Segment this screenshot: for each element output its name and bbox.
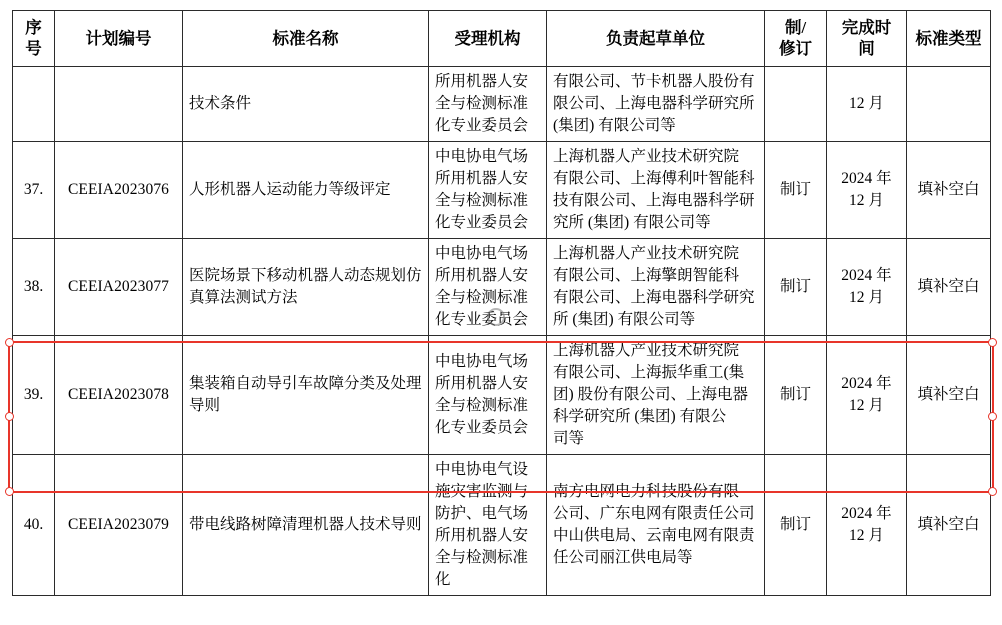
cell-line: 中电协电气设	[435, 460, 529, 478]
cell-completion-date	[827, 141, 907, 238]
cell-accepting-org	[429, 141, 547, 238]
column-header-revision-type-line-1: 制/	[784, 18, 807, 37]
column-header-drafting-unit-label: 负责起草单位	[606, 28, 705, 48]
cell-line: 限公司、上海电器科学研究所	[553, 94, 755, 112]
cell-line: 所用机器人安	[435, 526, 529, 544]
column-header-seq-line-1: 序	[25, 18, 42, 37]
cell-standard-category: 填补空白	[907, 454, 991, 595]
cell-line: 所用机器人安	[435, 374, 529, 392]
cell-line: 2024 年	[841, 169, 892, 187]
column-header-completion-date-line-2: 间	[858, 39, 875, 59]
cell-seq: 38.	[13, 238, 55, 335]
column-header-drafting-unit	[547, 11, 765, 67]
cell-line: 防护、电气场	[435, 504, 529, 522]
cell-standard-name	[183, 335, 429, 454]
cell-plan-number: CEEIA2023078	[55, 335, 183, 454]
cell-line: 团) 股份有限公司、上海电器	[553, 385, 749, 403]
cell-line: 2024 年	[841, 504, 892, 522]
cell-line: 化专业委员会	[435, 116, 529, 134]
cell-line: 2024 年	[841, 374, 892, 392]
table-header-row	[13, 11, 991, 67]
cell-revision-type: 制订	[765, 454, 827, 595]
cell-standard-name	[183, 238, 429, 335]
table-row[interactable]	[13, 141, 991, 238]
cell-line: (集团) 有限公司等	[553, 116, 676, 134]
cell-line: 医院场景下移动机器人动态规划仿	[189, 266, 422, 284]
cell-standard-category: 填补空白	[907, 141, 991, 238]
cell-line: 有限公司、节卡机器人股份有	[553, 72, 755, 90]
cell-line: 公司、广东电网有限责任公司	[553, 504, 755, 522]
cell-line: 带电线路树障清理机器人技术导则	[189, 515, 422, 533]
cell-drafting-unit	[547, 141, 765, 238]
cell-plan-number: CEEIA2023076	[55, 141, 183, 238]
cell-line: 上海机器人产业技术研究院	[553, 244, 740, 262]
cell-line: 有限公司、上海擎朗智能科	[553, 266, 740, 284]
cell-line: 2024 年	[841, 266, 892, 284]
cell-line: 12 月	[849, 288, 884, 306]
cell-line: 中电协电气场	[435, 147, 529, 165]
cell-line: 全与检测标准	[435, 191, 529, 209]
cell-line: 导则	[189, 396, 221, 414]
cell-drafting-unit	[547, 454, 765, 595]
table-body	[13, 66, 991, 595]
table-row[interactable]	[13, 66, 991, 141]
cell-standard-category	[907, 66, 991, 141]
cell-line: 中山供电局、云南电网有限责	[553, 526, 755, 544]
cell-standard-category: 填补空白	[907, 335, 991, 454]
cell-completion-date	[827, 238, 907, 335]
cell-revision-type	[765, 66, 827, 141]
cell-line: 中电协电气场	[435, 352, 529, 370]
cell-line: 全与检测标准化	[435, 548, 529, 588]
cell-line: 所用机器人安	[435, 266, 529, 284]
column-header-seq-line-2: 号	[25, 39, 42, 59]
cell-plan-number	[55, 66, 183, 141]
table-row[interactable]	[13, 238, 991, 335]
cell-seq: 39.	[13, 335, 55, 454]
cell-line: 全与检测标准	[435, 94, 529, 112]
cell-drafting-unit	[547, 335, 765, 454]
cell-line: 化专业委员会	[435, 310, 529, 328]
cell-line: 人形机器人运动能力等级评定	[189, 180, 391, 198]
cell-line: 上海机器人产业技术研究院	[553, 147, 740, 165]
cell-drafting-unit	[547, 238, 765, 335]
standards-plan-table	[12, 10, 991, 596]
column-header-accepting-org-label: 受理机构	[454, 28, 521, 48]
cell-completion-date	[827, 454, 907, 595]
cell-standard-name	[183, 141, 429, 238]
cell-revision-type: 制订	[765, 141, 827, 238]
cell-line: 任公司丽江供电局等	[553, 548, 693, 566]
cell-plan-number: CEEIA2023077	[55, 238, 183, 335]
table-row[interactable]	[13, 454, 991, 595]
cell-line: 所用机器人安	[435, 72, 529, 90]
column-header-completion-date-line-1: 完成时	[841, 18, 892, 37]
cell-completion-date	[827, 335, 907, 454]
cell-line: 有限公司、上海傅利叶智能科	[553, 169, 755, 187]
cell-line: 全与检测标准	[435, 396, 529, 414]
cell-standard-name	[183, 454, 429, 595]
cell-drafting-unit	[547, 66, 765, 141]
cell-accepting-org	[429, 238, 547, 335]
cell-accepting-org	[429, 66, 547, 141]
column-header-seq	[13, 11, 55, 67]
cell-revision-type: 制订	[765, 335, 827, 454]
cell-line: 技术条件	[189, 94, 252, 112]
cell-line: 集装箱自动导引车故障分类及处理	[189, 374, 422, 392]
column-header-standard-category-label: 标准类型	[915, 28, 982, 48]
cell-revision-type: 制订	[765, 238, 827, 335]
cell-seq: 37.	[13, 141, 55, 238]
column-header-completion-date	[827, 11, 907, 67]
cell-line: 化专业委员会	[435, 418, 529, 436]
cell-accepting-org	[429, 454, 547, 595]
cell-line: 12 月	[849, 396, 884, 414]
cell-line: 究所 (集团) 有限公司等	[553, 213, 711, 231]
table-header	[13, 11, 991, 67]
cell-standard-category: 填补空白	[907, 238, 991, 335]
cell-line: 12 月	[849, 94, 884, 112]
cell-line: 真算法测试方法	[189, 288, 298, 306]
cell-line: 司等	[553, 429, 585, 447]
cell-line: 12 月	[849, 191, 884, 209]
column-header-revision-type-line-2: 修订	[779, 39, 812, 59]
cell-seq	[13, 66, 55, 141]
cell-plan-number: CEEIA2023079	[55, 454, 183, 595]
cell-line: 有限公司、上海电器科学研究	[553, 288, 755, 306]
cell-line: 全与检测标准	[435, 288, 529, 306]
column-header-accepting-org	[429, 11, 547, 67]
cell-accepting-org	[429, 335, 547, 454]
cell-line: 科学研究所 (集团) 有限公	[553, 407, 727, 425]
standards-plan-table-container	[12, 10, 990, 596]
cell-seq: 40.	[13, 454, 55, 595]
cell-line: 有限公司、上海振华重工(集	[553, 363, 745, 381]
table-row-selected[interactable]	[13, 335, 991, 454]
column-header-plan-number-label: 计划编号	[85, 28, 152, 48]
cell-line: 技有限公司、上海电器科学研	[553, 191, 755, 209]
column-header-standard-name	[183, 11, 429, 67]
column-header-plan-number	[55, 11, 183, 67]
cell-line: 12 月	[849, 526, 884, 544]
cell-line: 化专业委员会	[435, 213, 529, 231]
cell-line: 南方电网电力科技股份有限	[553, 482, 740, 500]
column-header-revision-type	[765, 11, 827, 67]
cell-line: 上海机器人产业技术研究院	[553, 341, 740, 359]
cell-completion-date	[827, 66, 907, 141]
cell-line: 所用机器人安	[435, 169, 529, 187]
cell-line: 中电协电气场	[435, 244, 529, 262]
cell-standard-name	[183, 66, 429, 141]
cell-line: 施灾害监测与	[435, 482, 529, 500]
cell-line: 所 (集团) 有限公司等	[553, 310, 696, 328]
column-header-standard-name-label: 标准名称	[272, 28, 339, 48]
column-header-standard-category	[907, 11, 991, 67]
